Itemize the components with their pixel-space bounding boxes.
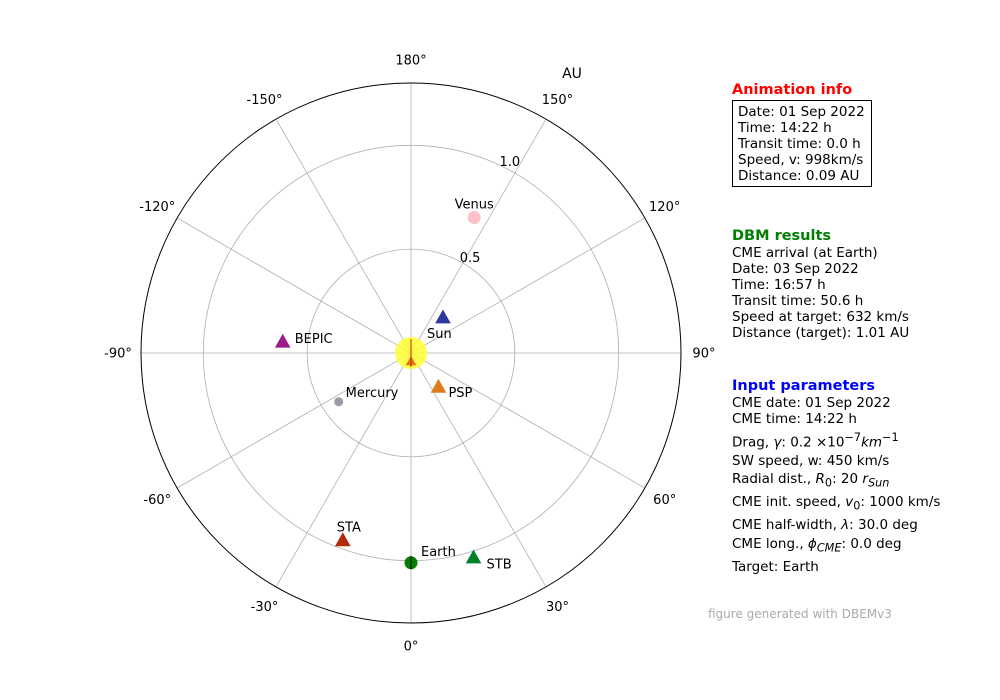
sta-label: STA xyxy=(336,520,361,536)
angle-gridline xyxy=(177,353,411,488)
theta-tick-label: 90° xyxy=(692,346,716,362)
input-half-width xyxy=(732,517,940,533)
longitude-symbol: ϕ xyxy=(807,535,817,552)
animation-info-transit: Transit time: 0.0 h xyxy=(738,136,861,152)
dbm-distance: Distance (target): 1.01 AU xyxy=(732,325,910,341)
radial-axis-label: AU xyxy=(562,66,582,82)
theta-tick-label: 150° xyxy=(541,92,574,108)
longitude-value: : 0.0 deg xyxy=(841,535,902,552)
venus-label: Venus xyxy=(454,197,494,213)
input-parameters-panel xyxy=(732,378,940,575)
stb-label: STB xyxy=(486,557,512,573)
half-width-prefix: CME half-width, xyxy=(732,517,842,534)
input-cme-date: CME date: 01 Sep 2022 xyxy=(732,395,891,411)
drag-exponent: −7 xyxy=(844,430,862,444)
input-init-speed xyxy=(732,494,940,515)
venus-marker xyxy=(468,211,481,224)
drag-value: : 0.2 ×10 xyxy=(781,434,845,450)
drag-unit: km xyxy=(861,434,883,450)
input-target: Target: Earth xyxy=(732,559,819,576)
drag-unit-exponent: −1 xyxy=(882,430,899,444)
mercury-label: Mercury xyxy=(345,385,399,401)
dbm-transit: Transit time: 50.6 h xyxy=(732,293,864,309)
animation-info-speed: Speed, v: 998km/s xyxy=(738,152,864,168)
longitude-subscript: CME xyxy=(816,541,842,555)
r-tick-label: 0.5 xyxy=(459,251,481,267)
animation-info-panel xyxy=(732,82,872,187)
theta-tick-label: -120° xyxy=(139,200,176,216)
input-cme-time: CME time: 14:22 h xyxy=(732,411,857,427)
theta-tick-label: -60° xyxy=(143,492,172,508)
mercury-marker xyxy=(334,397,343,406)
init-speed-value: : 1000 km/s xyxy=(860,494,941,511)
init-speed-symbol: v xyxy=(845,494,854,511)
radial-unit-subscript: Sun xyxy=(867,476,890,490)
theta-tick-label: 180° xyxy=(395,53,427,69)
bepic-marker xyxy=(275,334,291,348)
theta-tick-label: 120° xyxy=(649,200,681,216)
theta-tick-label: -90° xyxy=(104,346,132,362)
footer-credit: figure generated with DBEMv3 xyxy=(708,607,892,621)
dbm-date: Date: 03 Sep 2022 xyxy=(732,261,859,277)
dbm-results-title: DBM results xyxy=(732,228,832,244)
animation-info-date: Date: 01 Sep 2022 xyxy=(738,104,865,120)
dbm-time: Time: 16:57 h xyxy=(732,277,826,293)
dbm-arrival: CME arrival (at Earth) xyxy=(732,245,878,261)
radial-subscript: 0 xyxy=(824,476,833,490)
input-parameters-title: Input parameters xyxy=(732,378,875,394)
theta-tick-label: -30° xyxy=(250,600,279,616)
radial-unit: r xyxy=(862,471,868,487)
radial-value: : 20 xyxy=(832,471,863,487)
theta-tick-label: -150° xyxy=(246,92,283,108)
radial-symbol: R xyxy=(815,471,825,487)
blue-cme-marker xyxy=(435,309,451,323)
half-width-value: : 30.0 deg xyxy=(849,517,918,534)
input-sw-speed: SW speed, w: 450 km/s xyxy=(732,452,890,469)
psp-marker xyxy=(431,379,447,393)
animation-info-time: Time: 14:22 h xyxy=(738,120,832,136)
earth-label: Earth xyxy=(421,544,456,560)
r-tick-label: 1.0 xyxy=(499,155,521,171)
animation-info-distance: Distance: 0.09 AU xyxy=(738,168,860,184)
drag-prefix: Drag, xyxy=(732,434,774,450)
drag-symbol: γ xyxy=(773,434,782,450)
psp-label: PSP xyxy=(448,385,473,401)
half-width-symbol: λ xyxy=(841,517,850,534)
init-speed-prefix: CME init. speed, xyxy=(732,494,846,511)
input-drag xyxy=(732,430,940,451)
theta-tick-label: 30° xyxy=(545,600,569,616)
input-radial-distance xyxy=(732,471,940,492)
angle-gridline xyxy=(411,119,546,353)
angle-gridline xyxy=(411,353,645,488)
theta-tick-label: 0° xyxy=(403,639,419,655)
animation-info-box xyxy=(732,100,872,187)
angle-gridline xyxy=(276,119,411,353)
input-longitude xyxy=(732,536,940,557)
radial-prefix: Radial dist., xyxy=(732,471,816,487)
bepic-label: BEPIC xyxy=(294,331,333,347)
dbm-speed: Speed at target: 632 km/s xyxy=(732,309,909,325)
animation-info-title: Animation info xyxy=(732,82,853,98)
stb-marker xyxy=(466,550,482,564)
sun-label: Sun xyxy=(427,327,452,342)
theta-tick-label: 60° xyxy=(653,492,677,508)
init-speed-subscript: 0 xyxy=(853,499,861,513)
longitude-prefix: CME long., xyxy=(732,535,808,552)
dbm-results-panel xyxy=(732,228,909,341)
